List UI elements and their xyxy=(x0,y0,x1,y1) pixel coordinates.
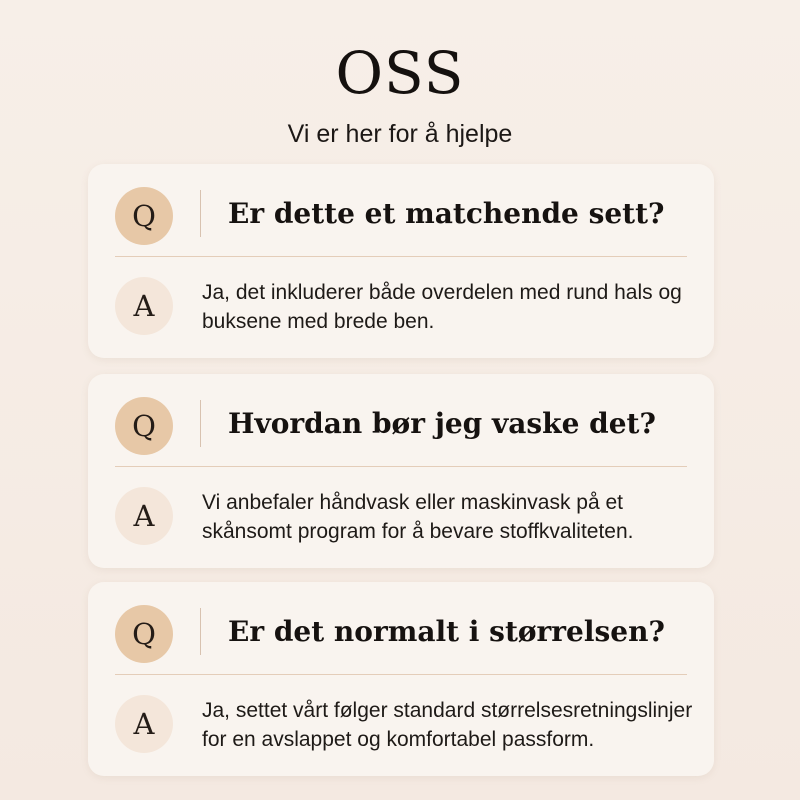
faq-card-1 xyxy=(88,164,714,358)
question-badge: Q xyxy=(115,605,173,663)
faq-question: Er dette et matchende sett? xyxy=(228,197,665,230)
page-title: OSS xyxy=(335,39,465,107)
card-divider xyxy=(115,256,687,257)
question-badge: Q xyxy=(115,397,173,455)
question-separator xyxy=(200,608,201,655)
faq-question: Er det normalt i størrelsen? xyxy=(228,615,665,648)
question-separator xyxy=(200,190,201,237)
answer-badge: A xyxy=(115,695,173,753)
page-subtitle: Vi er her for å hjelpe xyxy=(287,120,513,148)
faq-question: Hvordan bør jeg vaske det? xyxy=(228,407,656,440)
question-badge: Q xyxy=(115,187,173,245)
faq-card-2 xyxy=(88,374,714,568)
faq-answer: Ja, det inkluderer både overdelen med rund hals og buksene med brede ben. xyxy=(202,281,682,333)
card-divider xyxy=(115,674,687,675)
faq-answer: Ja, settet vårt følger standard størrelsesretningslinjer for en avslappet og komfortabel passform. xyxy=(202,699,693,751)
answer-badge: A xyxy=(115,277,173,335)
faq-card-3 xyxy=(88,582,714,776)
question-separator xyxy=(200,400,201,447)
card-divider xyxy=(115,466,687,467)
answer-badge: A xyxy=(115,487,173,545)
faq-answer: Vi anbefaler håndvask eller maskinvask på et skånsomt program for å bevare stoffkvaliteten. xyxy=(202,491,634,543)
